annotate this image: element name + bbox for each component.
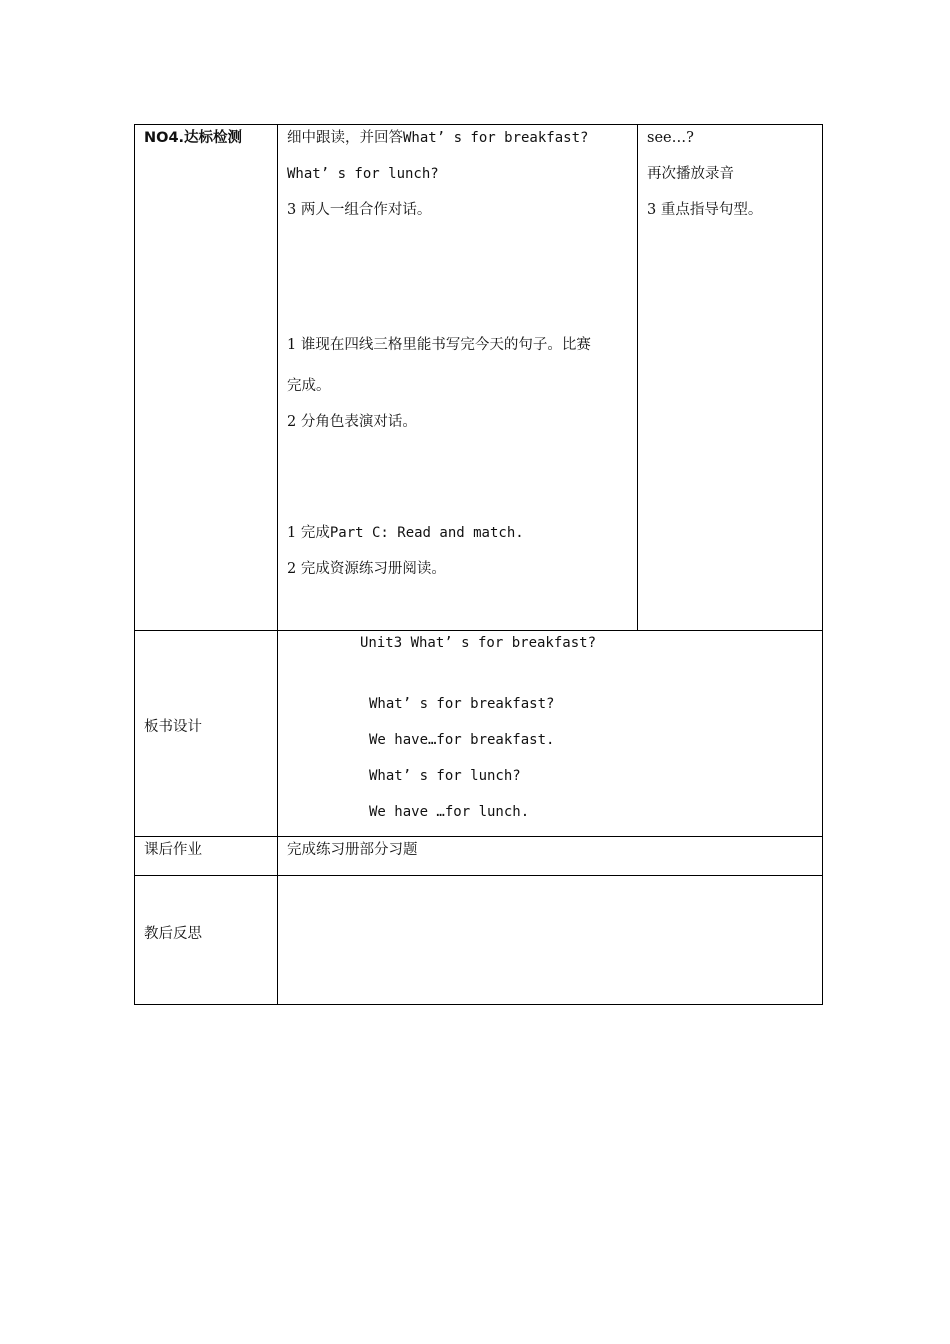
board-line-3: What’ s for lunch? — [369, 768, 521, 784]
label-column-divider — [277, 124, 278, 1005]
teacher-note-2: 再次播放录音 — [647, 166, 734, 182]
activity-line-5: 完成。 — [287, 378, 331, 394]
board-line-4: We have …for lunch. — [369, 804, 530, 820]
board-line-2: We have…for breakfast. — [369, 732, 555, 748]
activity-line-1 — [287, 128, 588, 148]
row-label-board-design: 板书设计 — [144, 719, 202, 735]
homework-content: 完成练习册部分习题 — [287, 842, 418, 858]
table-border-left — [134, 124, 135, 1005]
activity-line-7 — [287, 523, 524, 543]
row-label-assessment: NO4.达标检测 — [144, 130, 243, 146]
board-line-1: What’ s for breakfast? — [369, 696, 555, 712]
activity-line-1-en: What’ s for breakfast? — [403, 130, 589, 146]
teacher-note-3: 3 重点指导句型。 — [647, 202, 763, 218]
activity-line-7-en: Part C: Read and match. — [329, 525, 524, 541]
row-label-reflection: 教后反思 — [144, 926, 202, 942]
activity-line-1-zh: 细中跟读，并回答 — [287, 130, 403, 146]
row-label-homework: 课后作业 — [144, 842, 202, 858]
row-divider-3 — [134, 875, 823, 876]
activity-line-4: 1 谁现在四线三格里能书写完今天的句子。比赛 — [287, 337, 591, 353]
table-border-top — [134, 124, 823, 125]
table-border-bottom — [134, 1004, 823, 1005]
row-divider-2 — [134, 836, 823, 837]
activity-line-6: 2 分角色表演对话。 — [287, 414, 417, 430]
activity-line-3: 3 两人一组合作对话。 — [287, 202, 432, 218]
activity-line-8: 2 完成资源练习册阅读。 — [287, 561, 446, 577]
teacher-note-1: see…? — [647, 130, 694, 146]
middle-column-divider — [637, 124, 638, 631]
table-border-right — [822, 124, 823, 1005]
board-title: Unit3 What’ s for breakfast? — [360, 635, 597, 651]
activity-line-2: What’ s for lunch? — [287, 166, 439, 182]
activity-line-7-zh: 1 完成 — [287, 525, 330, 541]
row-divider-1 — [134, 630, 823, 631]
